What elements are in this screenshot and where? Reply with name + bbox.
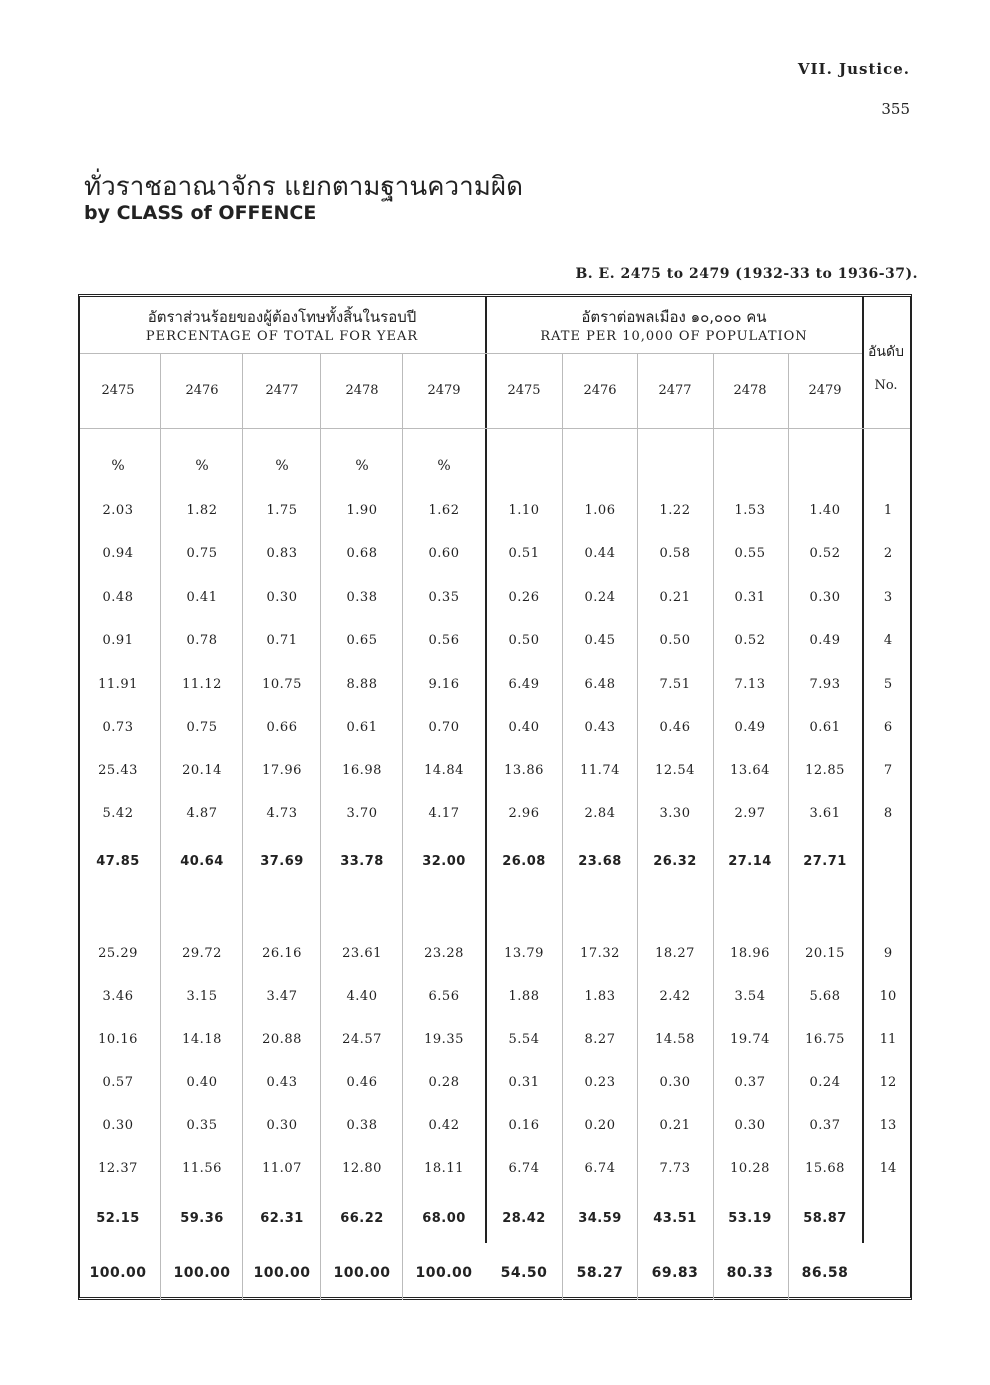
header-rule [80,428,910,429]
table-cell: 7.13 [734,677,766,692]
subtotal-cell: 37.69 [260,854,304,869]
table-cell: 0.50 [508,633,540,648]
table-cell: 0.37 [809,1118,841,1133]
table-cell: 3.70 [346,806,378,821]
page-number: 355 [881,100,910,118]
table-cell: 0.40 [508,720,540,735]
table-cell: 13.86 [504,763,544,778]
table-cell: 9.16 [428,677,460,692]
subtotal-cell: 40.64 [180,854,224,869]
table-cell: 14.84 [424,763,464,778]
year-header: 2478 [733,383,767,398]
table-cell: 0.75 [186,720,218,735]
table-cell: 0.61 [346,720,378,735]
table-cell: 0.26 [508,590,540,605]
table-cell: 3.61 [809,806,841,821]
subtotal-cell: 23.68 [578,854,622,869]
rank-number: 7 [883,763,893,778]
year-header: 2478 [345,383,379,398]
subtotal-cell: 53.19 [728,1211,772,1226]
table-cell: 3.15 [186,989,218,1004]
grand-total-cell: 80.33 [726,1265,774,1281]
grand-total-cell: 100.00 [415,1265,473,1281]
year-header: 2479 [427,383,461,398]
rank-number: 5 [883,677,893,692]
grand-total-cell: 100.00 [173,1265,231,1281]
table-cell: 0.43 [266,1075,298,1090]
table-frame [78,294,912,1300]
group-heading-percentage [80,308,484,346]
grand-total-cell: 100.00 [333,1265,391,1281]
table-cell: 0.71 [266,633,298,648]
table-cell: 0.21 [659,1118,691,1133]
table-cell: 12.85 [805,763,845,778]
table-cell: 8.27 [584,1032,616,1047]
col-divider [242,353,243,1300]
table-cell: 1.22 [659,503,691,518]
table-cell: 16.75 [805,1032,845,1047]
table-cell: 0.24 [584,590,616,605]
table-cell: 6.48 [584,677,616,692]
table-cell: 19.74 [730,1032,770,1047]
table-cell: 5.54 [508,1032,540,1047]
subtotal-cell: 27.14 [728,854,772,869]
rank-number: 1 [883,503,893,518]
year-header: 2476 [583,383,617,398]
header-rule [80,353,862,354]
table-cell: 0.48 [102,590,134,605]
table-cell: 6.74 [508,1161,540,1176]
table-cell: 1.75 [266,503,298,518]
table-cell: 0.30 [659,1075,691,1090]
table-cell: 1.62 [428,503,460,518]
table-cell: 11.07 [262,1161,302,1176]
table-cell: 11.91 [98,677,138,692]
table-cell: 0.52 [809,546,841,561]
table-cell: 10.28 [730,1161,770,1176]
table-cell: 0.23 [584,1075,616,1090]
table-cell: 18.96 [730,946,770,961]
table-cell: 19.35 [424,1032,464,1047]
table-cell: 2.84 [584,806,616,821]
table-cell: 12.80 [342,1161,382,1176]
table-cell: 11.56 [182,1161,222,1176]
table-cell: 3.46 [102,989,134,1004]
grand-total-cell: 86.58 [801,1265,849,1281]
rank-number: 3 [883,590,893,605]
table-cell: 7.51 [659,677,691,692]
table-cell: 23.61 [342,946,382,961]
table-cell: 0.46 [659,720,691,735]
table-cell: 0.20 [584,1118,616,1133]
table-cell: 0.60 [428,546,460,561]
group-divider [485,296,487,1243]
table-cell: 6.49 [508,677,540,692]
subtotal-cell: 33.78 [340,854,384,869]
table-cell: 0.94 [102,546,134,561]
subtotal-cell: 66.22 [340,1211,384,1226]
table-cell: 1.83 [584,989,616,1004]
year-header: 2475 [507,383,541,398]
table-cell: 17.96 [262,763,302,778]
table-cell: 2.42 [659,989,691,1004]
table-cell: 1.06 [584,503,616,518]
rank-number: 9 [883,946,893,961]
rank-number: 8 [883,806,893,821]
table-cell: 18.27 [655,946,695,961]
section-header: VII. Justice. [797,60,910,78]
table-cell: 0.43 [584,720,616,735]
subtotal-cell: 34.59 [578,1211,622,1226]
table-cell: 23.28 [424,946,464,961]
title-thai: ทั่วราชอาณาจักร แยกตามฐานความผิด [84,172,524,202]
table-cell: 0.70 [428,720,460,735]
table-cell: 4.40 [346,989,378,1004]
table-cell: 10.75 [262,677,302,692]
table-cell: 0.51 [508,546,540,561]
table-cell: 1.88 [508,989,540,1004]
table-cell: 0.91 [102,633,134,648]
rank-heading [862,342,910,396]
table-cell: 15.68 [805,1161,845,1176]
table-cell: 24.57 [342,1032,382,1047]
table-cell: 3.54 [734,989,766,1004]
table-cell: 0.44 [584,546,616,561]
percent-sign: % [437,458,451,474]
rank-number: 10 [879,989,897,1004]
table-cell: 12.54 [655,763,695,778]
grand-total-cell: 100.00 [253,1265,311,1281]
table-cell: 25.43 [98,763,138,778]
group-heading-percentage-en: PERCENTAGE OF TOTAL FOR YEAR [145,329,419,344]
table-cell: 0.45 [584,633,616,648]
table-cell: 0.75 [186,546,218,561]
table-cell: 7.73 [659,1161,691,1176]
table-cell: 0.50 [659,633,691,648]
table-cell: 17.32 [580,946,620,961]
table-cell: 0.28 [428,1075,460,1090]
table-cell: 7.93 [809,677,841,692]
grand-total-cell: 69.83 [651,1265,699,1281]
rank-number: 11 [879,1032,897,1047]
subtotal-cell: 52.15 [96,1211,140,1226]
table-cell: 0.31 [734,590,766,605]
table-cell: 3.30 [659,806,691,821]
table-cell: 0.21 [659,590,691,605]
rank-number: 6 [883,720,893,735]
table-cell: 0.30 [266,590,298,605]
percent-sign: % [195,458,209,474]
rank-number: 4 [883,633,893,648]
table-cell: 0.55 [734,546,766,561]
subtotal-cell: 43.51 [653,1211,697,1226]
table-cell: 29.72 [182,946,222,961]
col-divider [320,353,321,1300]
subtotal-cell: 47.85 [96,854,140,869]
table-cell: 5.68 [809,989,841,1004]
table-cell: 0.57 [102,1075,134,1090]
table-cell: 1.53 [734,503,766,518]
percent-sign: % [275,458,289,474]
table-cell: 0.83 [266,546,298,561]
table-cell: 0.38 [346,1118,378,1133]
table-cell: 0.42 [428,1118,460,1133]
rank-heading-thai: อันดับ [868,344,904,360]
year-header: 2477 [658,383,692,398]
rank-divider [862,296,864,1243]
table-cell: 18.11 [424,1161,464,1176]
col-divider [637,353,638,1300]
group-heading-rate-en: RATE PER 10,000 OF POPULATION [540,329,808,344]
table-cell: 1.40 [809,503,841,518]
col-divider [160,353,161,1300]
table-cell: 0.66 [266,720,298,735]
table-cell: 1.82 [186,503,218,518]
table-cell: 2.96 [508,806,540,821]
table-cell: 12.37 [98,1161,138,1176]
table-cell: 0.24 [809,1075,841,1090]
table-cell: 25.29 [98,946,138,961]
subtotal-cell: 28.42 [502,1211,546,1226]
table-cell: 26.16 [262,946,302,961]
table-cell: 0.38 [346,590,378,605]
col-divider [788,353,789,1300]
col-divider [402,353,403,1300]
subtotal-cell: 26.08 [502,854,546,869]
table-cell: 4.17 [428,806,460,821]
table-cell: 0.65 [346,633,378,648]
table-cell: 0.78 [186,633,218,648]
table-cell: 0.56 [428,633,460,648]
table-cell: 1.10 [508,503,540,518]
table-cell: 0.37 [734,1075,766,1090]
table-cell: 0.49 [734,720,766,735]
group-heading-rate [487,308,861,346]
percent-sign: % [111,458,125,474]
subtotal-cell: 58.87 [803,1211,847,1226]
table-cell: 2.03 [102,503,134,518]
grand-total-cell: 54.50 [500,1265,548,1281]
table-cell: 11.12 [182,677,222,692]
rank-number: 12 [879,1075,897,1090]
table-cell: 0.30 [102,1118,134,1133]
subtotal-cell: 32.00 [422,854,466,869]
table-cell: 0.30 [734,1118,766,1133]
table-cell: 0.52 [734,633,766,648]
table-cell: 0.41 [186,590,218,605]
table-cell: 4.73 [266,806,298,821]
subtotal-cell: 59.36 [180,1211,224,1226]
subtotal-cell: 62.31 [260,1211,304,1226]
col-divider [562,353,563,1300]
year-header: 2476 [185,383,219,398]
rank-number: 2 [883,546,893,561]
table-cell: 0.40 [186,1075,218,1090]
table-cell: 0.16 [508,1118,540,1133]
col-divider [713,353,714,1300]
year-header: 2479 [808,383,842,398]
table-cell: 20.15 [805,946,845,961]
grand-total-cell: 100.00 [89,1265,147,1281]
table-cell: 0.68 [346,546,378,561]
table-cell: 3.47 [266,989,298,1004]
table-cell: 8.88 [346,677,378,692]
rank-number: 13 [879,1118,897,1133]
table-cell: 1.90 [346,503,378,518]
table-cell: 13.64 [730,763,770,778]
table-cell: 14.58 [655,1032,695,1047]
rank-number: 14 [879,1161,897,1176]
table-cell: 0.35 [186,1118,218,1133]
table-cell: 11.74 [580,763,620,778]
table-cell: 14.18 [182,1032,222,1047]
table-cell: 0.35 [428,590,460,605]
table-cell: 0.49 [809,633,841,648]
table-cell: 16.98 [342,763,382,778]
year-header: 2477 [265,383,299,398]
subtotal-cell: 27.71 [803,854,847,869]
table-cell: 0.58 [659,546,691,561]
title-english: by CLASS of OFFENCE [84,202,317,224]
subtotal-cell: 26.32 [653,854,697,869]
table-cell: 0.31 [508,1075,540,1090]
table-cell: 10.16 [98,1032,138,1047]
table-cell: 0.61 [809,720,841,735]
table-cell: 2.97 [734,806,766,821]
grand-total-cell: 58.27 [576,1265,624,1281]
table-cell: 6.56 [428,989,460,1004]
table-cell: 20.88 [262,1032,302,1047]
table-cell: 20.14 [182,763,222,778]
percent-sign: % [355,458,369,474]
table-cell: 0.30 [266,1118,298,1133]
group-heading-rate-thai: อัตราต่อพลเมือง ๑๐,๐๐๐ คน [581,308,767,326]
table-cell: 6.74 [584,1161,616,1176]
table-cell: 13.79 [504,946,544,961]
period-label: B. E. 2475 to 2479 (1932-33 to 1936-37). [575,266,918,282]
table-cell: 5.42 [102,806,134,821]
table-cell: 0.73 [102,720,134,735]
year-header: 2475 [101,383,135,398]
table-cell: 4.87 [186,806,218,821]
rank-heading-en: No. [874,378,898,393]
table-cell: 0.30 [809,590,841,605]
subtotal-cell: 68.00 [422,1211,466,1226]
table-cell: 0.46 [346,1075,378,1090]
group-heading-percentage-thai: อัตราส่วนร้อยของผู้ต้องโทษทั้งสิ้นในรอบปี [147,308,417,326]
